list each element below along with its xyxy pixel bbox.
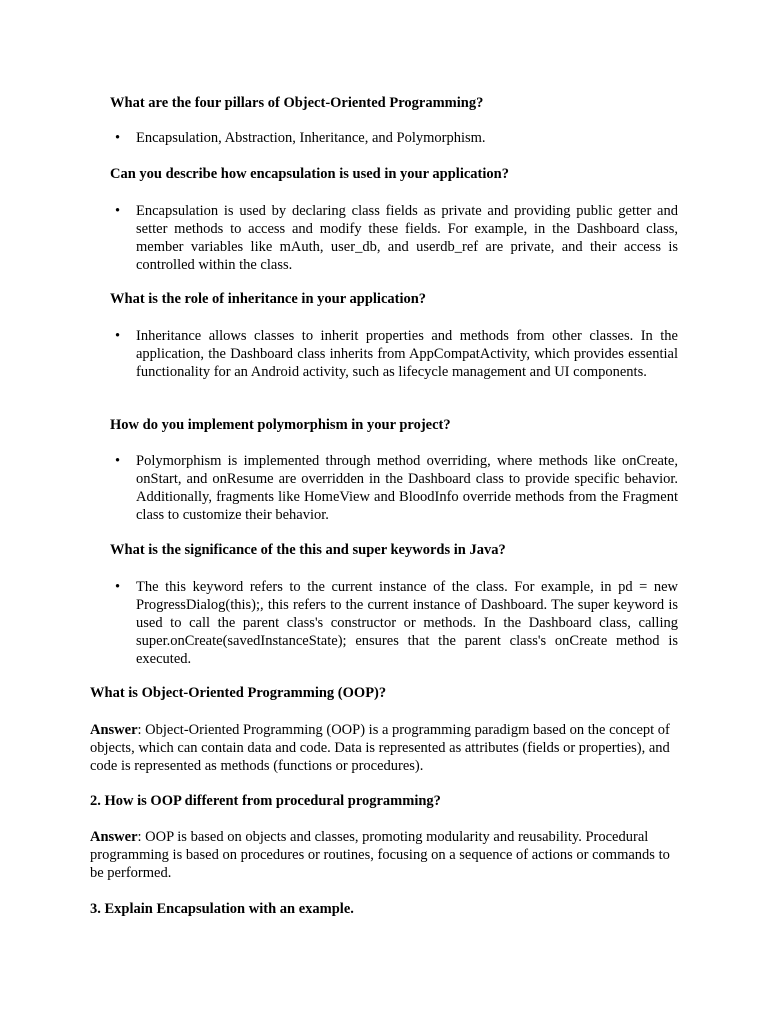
bullet-list: [110, 129, 678, 147]
answer-label: Answer: [90, 722, 138, 738]
question-four-pillars: What are the four pillars of Object-Oriented Programming?: [110, 95, 484, 111]
question-encapsulation-use: Can you describe how encapsulation is used in your application?: [110, 166, 509, 182]
question-what-is-oop: What is Object-Oriented Programming (OOP)?: [90, 685, 387, 701]
bullet-four-pillars: • Encapsulation, Abstraction, Inheritance, and Polymorphism.: [110, 129, 678, 147]
answer-what-is-oop: [90, 721, 680, 775]
question-polymorphism: How do you implement polymorphism in your project?: [110, 417, 451, 433]
bullet-this-super: • The this keyword refers to the current instance of the class. For example, in pd = new ProgressDialog(this);, this refers to the current instance of Dashboard. The super keyword is used to call the parent class's constructor or methods. In the Dashboard class, calling super.onCreate(savedInstanceState); ensures that the parent class's onCreate method is executed.: [110, 578, 678, 668]
answer-text: : Object-Oriented Programming (OOP) is a programming paradigm based on the concept of objects, which can contain data and code. Data is represented as attributes (fields or properties), and code is represented as methods (functions or procedures).: [90, 722, 670, 774]
answer-oop-vs-procedural: [90, 828, 680, 882]
bullet-list: [110, 327, 678, 381]
bullet-inheritance-role: • Inheritance allows classes to inherit properties and methods from other classes. In the application, the Dashboard class inherits from AppCompatActivity, which provides essential functionality for an Android activity, such as lifecycle management and UI components.: [110, 327, 678, 381]
bullet-encapsulation-use: • Encapsulation is used by declaring class fields as private and providing public getter and setter methods to access and modify these fields. For example, in the Dashboard class, member variables like mAuth, user_db, and userdb_ref are private, and their access is controlled within the class.: [110, 202, 678, 274]
question-this-super: What is the significance of the this and super keywords in Java?: [110, 542, 506, 558]
question-encapsulation-example: 3. Explain Encapsulation with an example.: [90, 901, 354, 917]
answer-label: Answer: [90, 829, 138, 845]
question-inheritance-role: What is the role of inheritance in your application?: [110, 291, 427, 307]
bullet-list: [110, 202, 678, 274]
bullet-list: [110, 452, 678, 524]
question-oop-vs-procedural: 2. How is OOP different from procedural programming?: [90, 793, 441, 809]
answer-text: : OOP is based on objects and classes, promoting modularity and reusability. Procedural programming is based on procedures or routines, focusing on a sequence of actions or commands to be performed.: [90, 829, 670, 881]
bullet-list: [110, 578, 678, 668]
bullet-polymorphism: • Polymorphism is implemented through method overriding, where methods like onCreate, onStart, and onResume are overridden in the Dashboard class to provide specific behavior. Additionally, fragments like HomeView and BloodInfo override methods from the Fragment class to customize their behavior.: [110, 452, 678, 524]
